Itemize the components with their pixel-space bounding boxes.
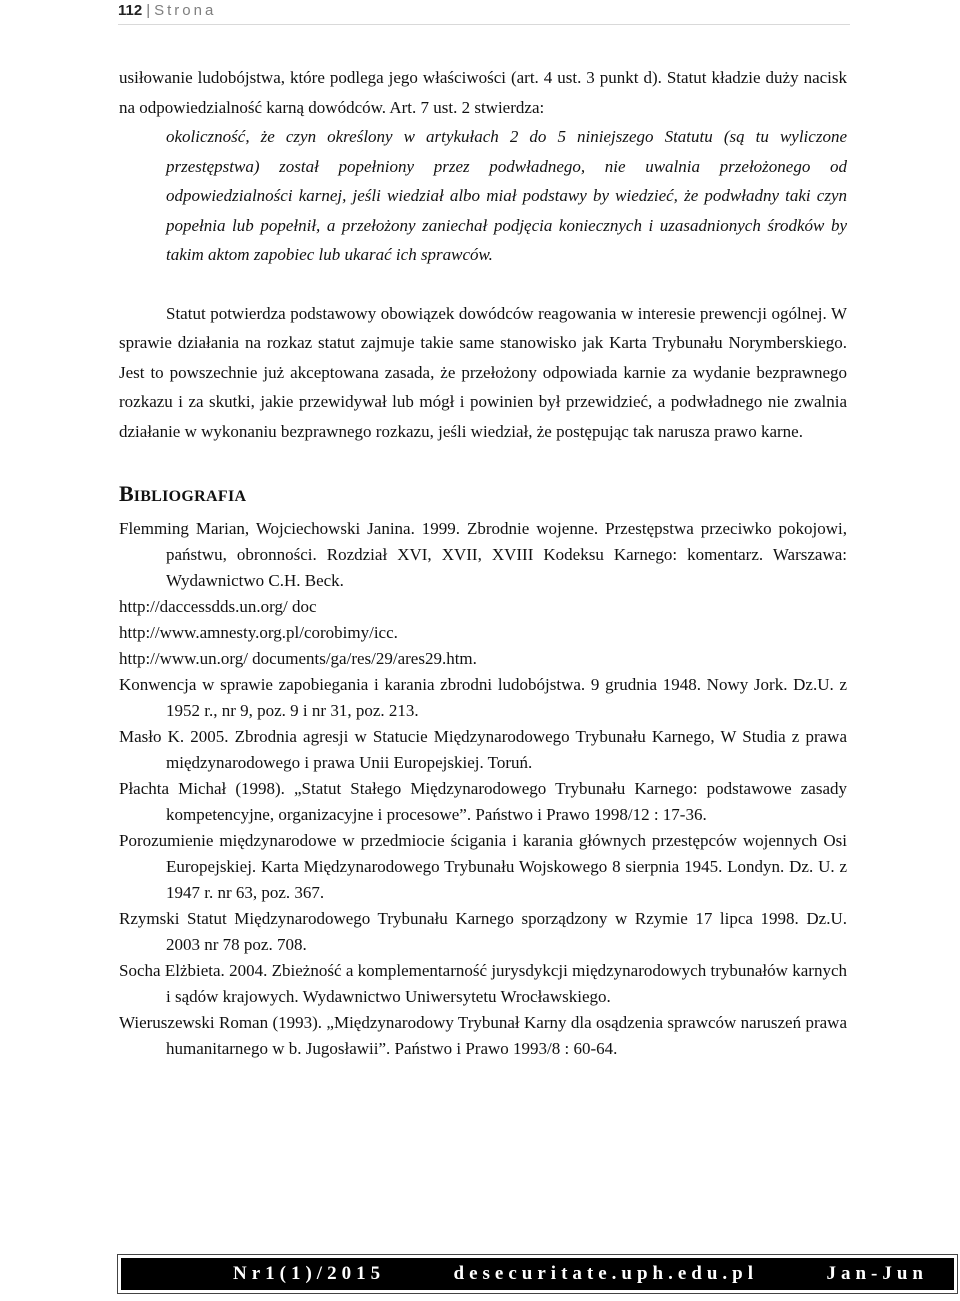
bibliography-list	[119, 516, 847, 1062]
bibliography-entry: http://www.un.org/ documents/ga/res/29/ares29.htm.	[119, 649, 477, 668]
bibliography-heading-initial: B	[119, 481, 134, 506]
footer-period: Jan-Jun	[826, 1263, 928, 1284]
paragraph-intro: usiłowanie ludobójstwa, które podlega jego właściwości (art. 4 ust. 3 punkt d). Statut kładzie duży nacisk na odpowiedzialność karną dowódców. Art. 7 ust. 2 stwierdza:	[119, 68, 847, 117]
footer-issue: Nr1(1)/2015	[233, 1263, 386, 1284]
bibliography-entry: Konwencja w sprawie zapobiegania i karania zbrodni ludobójstwa. 9 grudnia 1948. Nowy Jork. Dz.U. z 1952 r., nr 9, poz. 9 i nr 31, poz. 213.	[119, 675, 847, 720]
bibliography-entry: Rzymski Statut Międzynarodowego Trybunału Karnego sporządzony w Rzymie 17 lipca 1998. Dz.U. 2003 nr 78 poz. 708.	[119, 909, 847, 954]
page-number: 112	[118, 2, 143, 19]
page-header	[118, 0, 850, 25]
footer-bar	[121, 1258, 954, 1290]
bibliography-entry: Wieruszewski Roman (1993). „Międzynarodowy Trybunał Karny dla osądzenia sprawców naruszeń prawa humanitarnego w b. Jugosławii”. Państwo i Prawo 1993/8 : 60-64.	[119, 1013, 847, 1058]
bibliography-entry: Flemming Marian, Wojciechowski Janina. 1999. Zbrodnie wojenne. Przestępstwa przeciwko pokojowi, państwu, obronności. Rozdział XVI, XVII, XVIII Kodeksu Karnego: komentarz. Warszawa: Wydawnictwo C.H. Beck.	[119, 519, 847, 590]
bibliography-entry: Socha Elżbieta. 2004. Zbieżność a komplementarność jurysdykcji międzynarodowych trybunałów karnych i sądów krajowych. Wydawnictwo Uniwersytetu Wrocławskiego.	[119, 961, 847, 1006]
bibliography-entry: http://www.amnesty.org.pl/corobimy/icc.	[119, 623, 398, 642]
bibliography-heading	[119, 479, 847, 512]
paragraph-orders: Statut potwierdza podstawowy obowiązek dowódców reagowania w interesie prewencji ogólnej. W sprawie działania na rozkaz statut zajmuje takie same stanowisko jak Karta Trybunału Norymberskiego. Jest to powszechnie już akceptowana zasada, że przełożony odpowiada karnie za wydanie bezprawnego rozkazu i za skutki, jakie przewidywał lub mógł i powinien był przewidzieć, a podwładnego nie zwalnia działanie w wykonaniu bezprawnego rozkazu, jeśli wiedział, że postępując tak narusza prawo karne.	[119, 303, 847, 441]
bibliography-entry: http://daccessdds.un.org/ doc	[119, 597, 317, 616]
statute-quote: okoliczność, że czyn określony w artykułach 2 do 5 niniejszego Statutu (są tu wyliczone przestępstwa) został popełniony przez podwładnego, nie uwalnia przełożonego od odpowiedzialności karnej, jeśli wiedział albo miał podstawy by wiedzieć, że podwładny taki czyn popełnia lub popełnił, a przełożony zaniechał podjęcia koniecznych i uzasadnionych środków by takim aktom zapobiec lub ukarać ich sprawców.	[166, 127, 847, 264]
page-content	[119, 63, 847, 1062]
bibliography-entry: Porozumienie międzynarodowe w przedmiocie ścigania i karania głównych przestępców wojennych Osi Europejskiej. Karta Międzynarodowego Trybunału Wojskowego 8 sierpnia 1945. Londyn. Dz. U. z 1947 r. nr 63, poz. 367.	[119, 831, 847, 902]
page-footer	[117, 1254, 958, 1294]
bibliography-entry: Płachta Michał (1998). „Statut Stałego Międzynarodowego Trybunału Karnego: podstawowe zasady kompetencyjne, organizacyjne i procesowe”. Państwo i Prawo 1998/12 : 17-36.	[119, 779, 847, 824]
page-word: Strona	[154, 2, 217, 19]
header-separator: |	[146, 2, 151, 19]
bibliography-entry: Masło K. 2005. Zbrodnia agresji w Statucie Międzynarodowego Trybunału Karnego, W Studia z prawa międzynarodowego i prawa Unii Europejskiej. Toruń.	[119, 727, 847, 772]
bibliography-heading-rest: IBLIOGRAFIA	[133, 488, 247, 505]
footer-site: desecuritate.uph.edu.pl	[453, 1263, 759, 1284]
